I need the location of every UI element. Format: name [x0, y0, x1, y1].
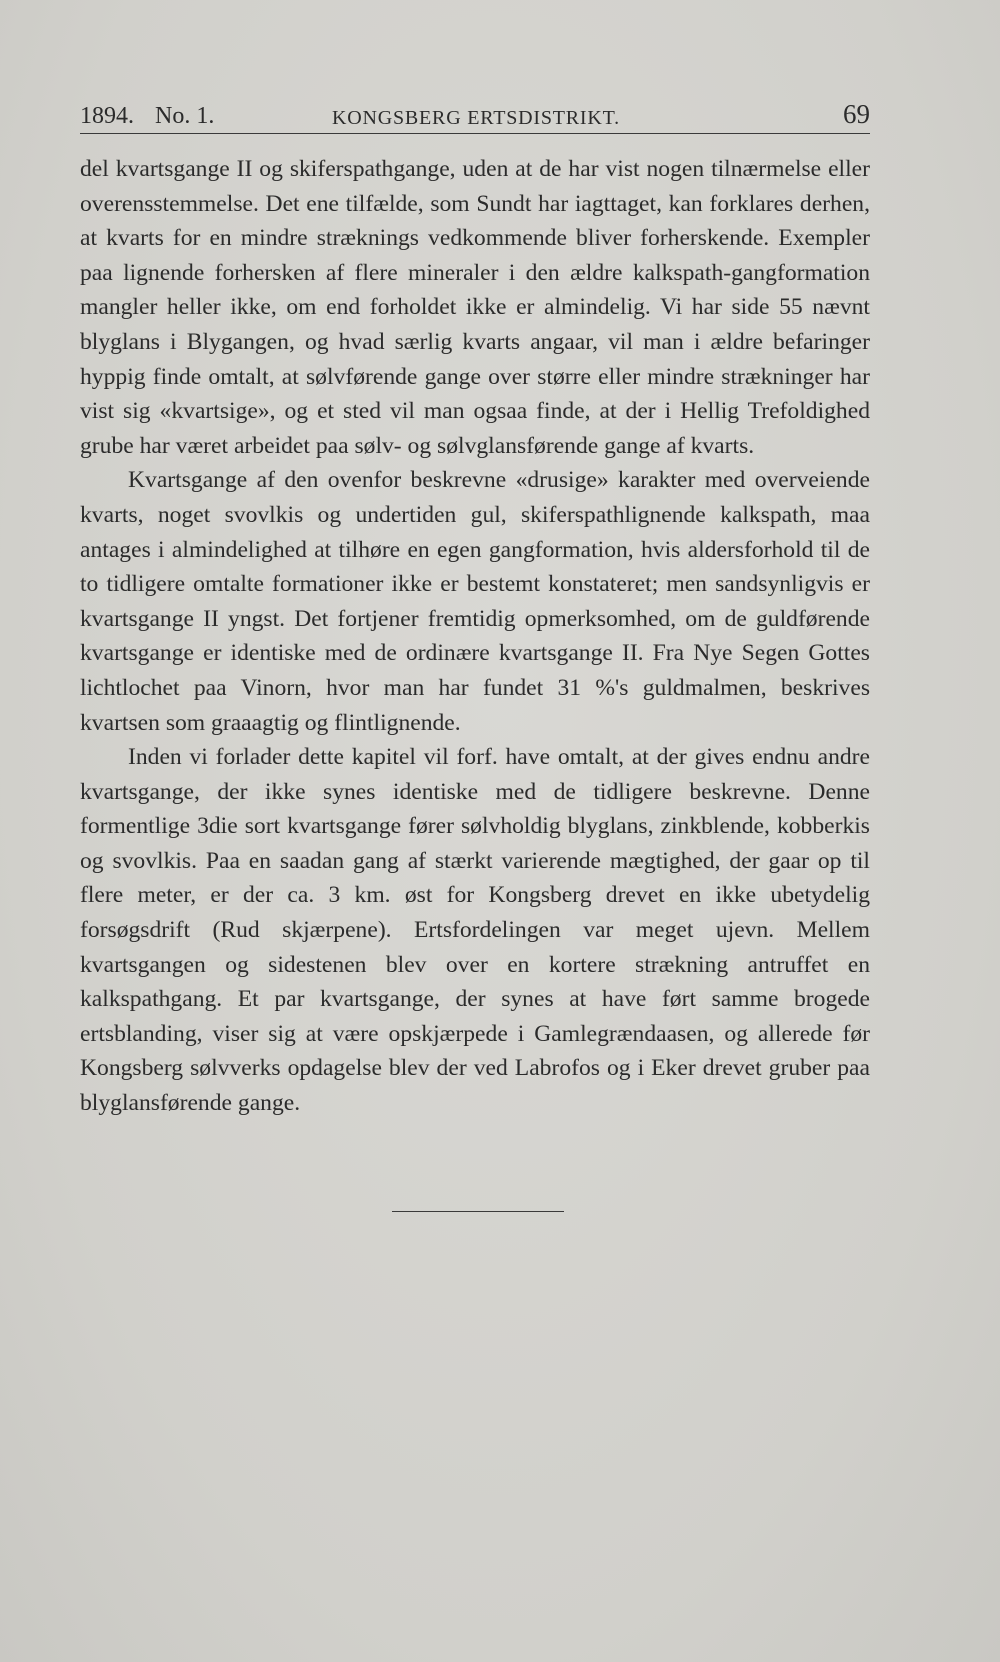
paragraph-1: del kvartsgange II og skiferspathgange, uden at de har vist nogen tilnærmelse eller overensstemmelse. Det ene tilfælde, som Sundt har iagttaget, kan forklares derhen, at kvarts for en mindre stræknings vedkommende bliver forherskende. Exempler paa lignende forhersken af flere mineraler i den ældre kalkspath-gangformation mangler heller ikke, om end forholdet ikke er almindelig. Vi har side 55 nævnt blyglans i Blygangen, og hvad særlig kvarts angaar, vil man i ældre befaringer hyppig finde omtalt, at sølvførende gange over større eller mindre strækninger har vist sig «kvartsige», og et sted vil man ogsaa finde, at der i Hellig Trefoldighed grube har været arbeidet paa sølv- og sølvglansførende gange af kvarts. — [80, 156, 870, 459]
header-year: 1894. — [80, 103, 134, 129]
header-rule — [80, 133, 870, 134]
running-header — [80, 96, 870, 130]
body-text — [80, 152, 870, 1121]
paragraph-2: Kvartsgange af den ovenfor beskrevne «drusige» karakter med overveiende kvarts, noget svovlkis og undertiden gul, skiferspathlignende kalkspath, maa antages i almindelighed at tilhøre en egen gangformation, hvis aldersforhold til de to tidligere omtalte formationer ikke er bestemt konstateret; men sandsynligvis er kvartsgange II yngst. Det fortjener fremtidig opmerksomhed, om de guldførende kvartsgange er identiske med de ordinære kvartsgange II. Fra Nye Segen Gottes lichtlochet paa Vinorn, hvor man har fundet 31 %'s guldmalmen, beskrives kvartsen som graaagtig og flintlignende. — [80, 467, 870, 736]
header-issue: No. 1. — [155, 103, 215, 129]
header-title: KONGSBERG ERTSDISTRIKT. — [332, 107, 620, 129]
section-end-rule — [392, 1211, 564, 1212]
paragraph-3: Inden vi forlader dette kapitel vil forf. have omtalt, at der gives endnu andre kvartsgange, der ikke synes identiske med de tidligere beskrevne. Denne formentlige 3die sort kvartsgange fører sølvholdig blyglans, zinkblende, kobberkis og svovlkis. Paa en saadan gang af stærkt varierende mægtighed, der gaar op til flere meter, er der ca. 3 km. øst for Kongsberg drevet en ikke ubetydelig forsøgsdrift (Rud skjærpene). Ertsfordelingen var meget ujevn. Mellem kvartsgangen og sidestenen blev over en kortere strækning antruffet en kalkspathgang. Et par kvartsgange, der synes at have ført samme brogede ertsblanding, viser sig at være opskjærpede i Gamlegrændaasen, og allerede før Kongsberg sølvverks opdagelse blev der ved Labrofos og i Eker drevet gruber paa blyglansførende gange. — [80, 744, 870, 1117]
page-number: 69 — [843, 99, 870, 129]
